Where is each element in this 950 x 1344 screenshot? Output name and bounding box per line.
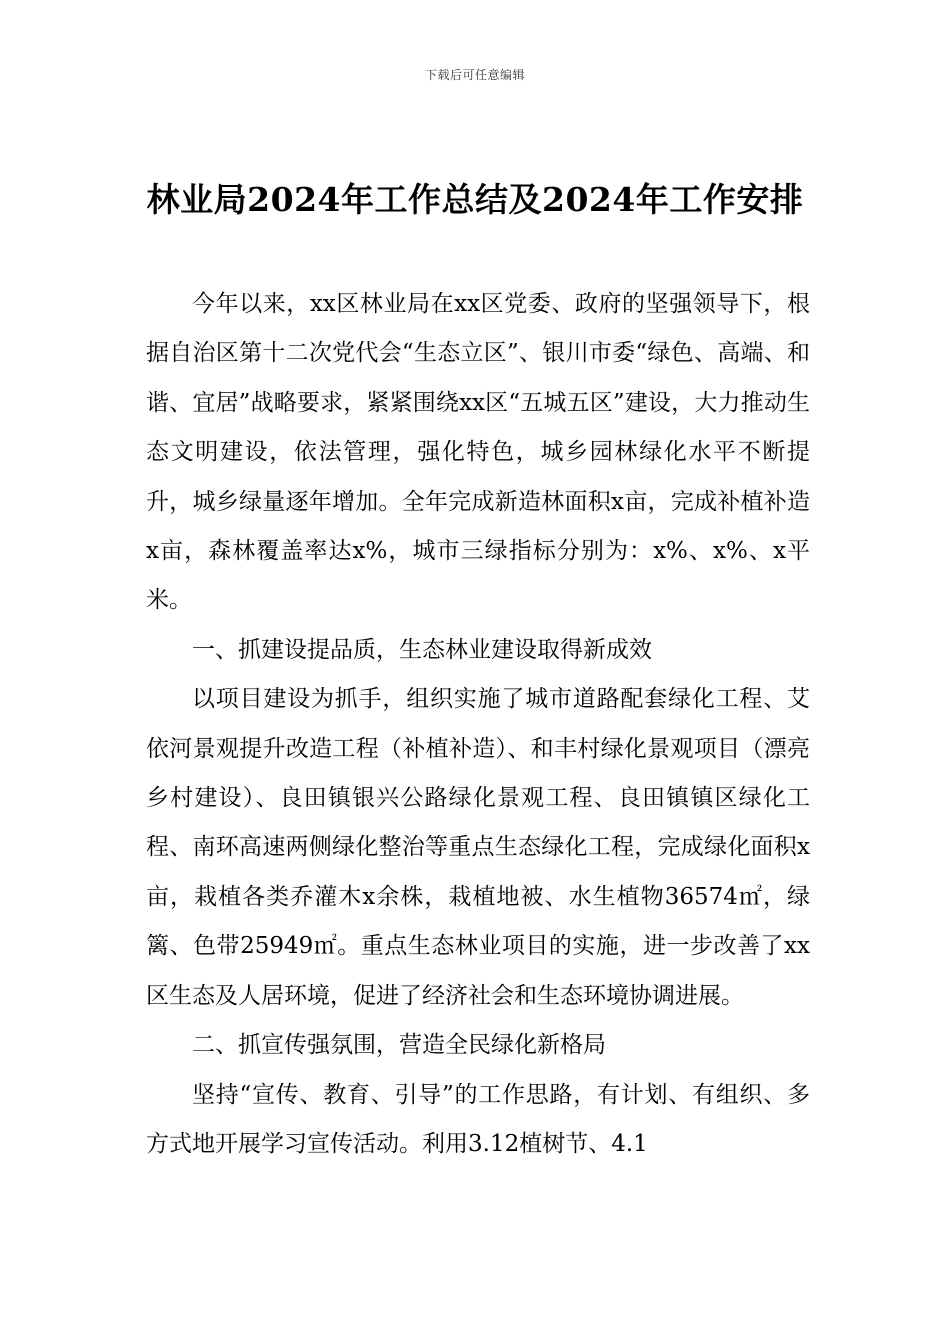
document-title: 林业局2024年工作总结及2024年工作安排 bbox=[146, 180, 804, 219]
paragraph-intro: 今年以来，xx区林业局在xx区党委、政府的坚强领导下，根据自治区第十二次党代会“生态立区”、银川市委“绿色、高端、和谐、宜居”战略要求，紧紧围绕xx区“五城五区”建设，大力推动生态文明建设，依法管理，强化特色，城乡园林绿化水平不断提升，城乡绿量逐年增加。全年完成新造林面积x亩，完成补植补造x亩，森林覆盖率达x%，城市三绿指标分别为：x%、x%、x平米。 bbox=[146, 291, 810, 614]
paragraph-section-1: 以项目建设为抓手，组织实施了城市道路配套绿化工程、艾依河景观提升改造工程（补植补造）、和丰村绿化景观项目（漂亮乡村建设）、良田镇银兴公路绿化景观工程、良田镇镇区绿化工程、南环高速两侧绿化整治等重点生态绿化工程，完成绿化面积x亩，栽植各类乔灌木x余株，栽植地被、水生植物36574㎡，绿篱、色带25949㎡。重点生态林业项目的实施，进一步改善了xx区生态及人居环境，促进了经济社会和生态环境协调进展。 bbox=[146, 686, 810, 1009]
document-body bbox=[146, 280, 810, 1169]
paragraph-section-2: 坚持“宣传、教育、引导”的工作思路，有计划、有组织、多方式地开展学习宣传活动。利用3.12植树节、4.1 bbox=[146, 1081, 810, 1157]
section-heading-1: 一、抓建设提品质，生态林业建设取得新成效 bbox=[192, 636, 652, 663]
header-note: 下载后可任意编辑 bbox=[424, 68, 525, 82]
section-heading-2: 二、抓宣传强氛围，营造全民绿化新格局 bbox=[192, 1032, 606, 1059]
